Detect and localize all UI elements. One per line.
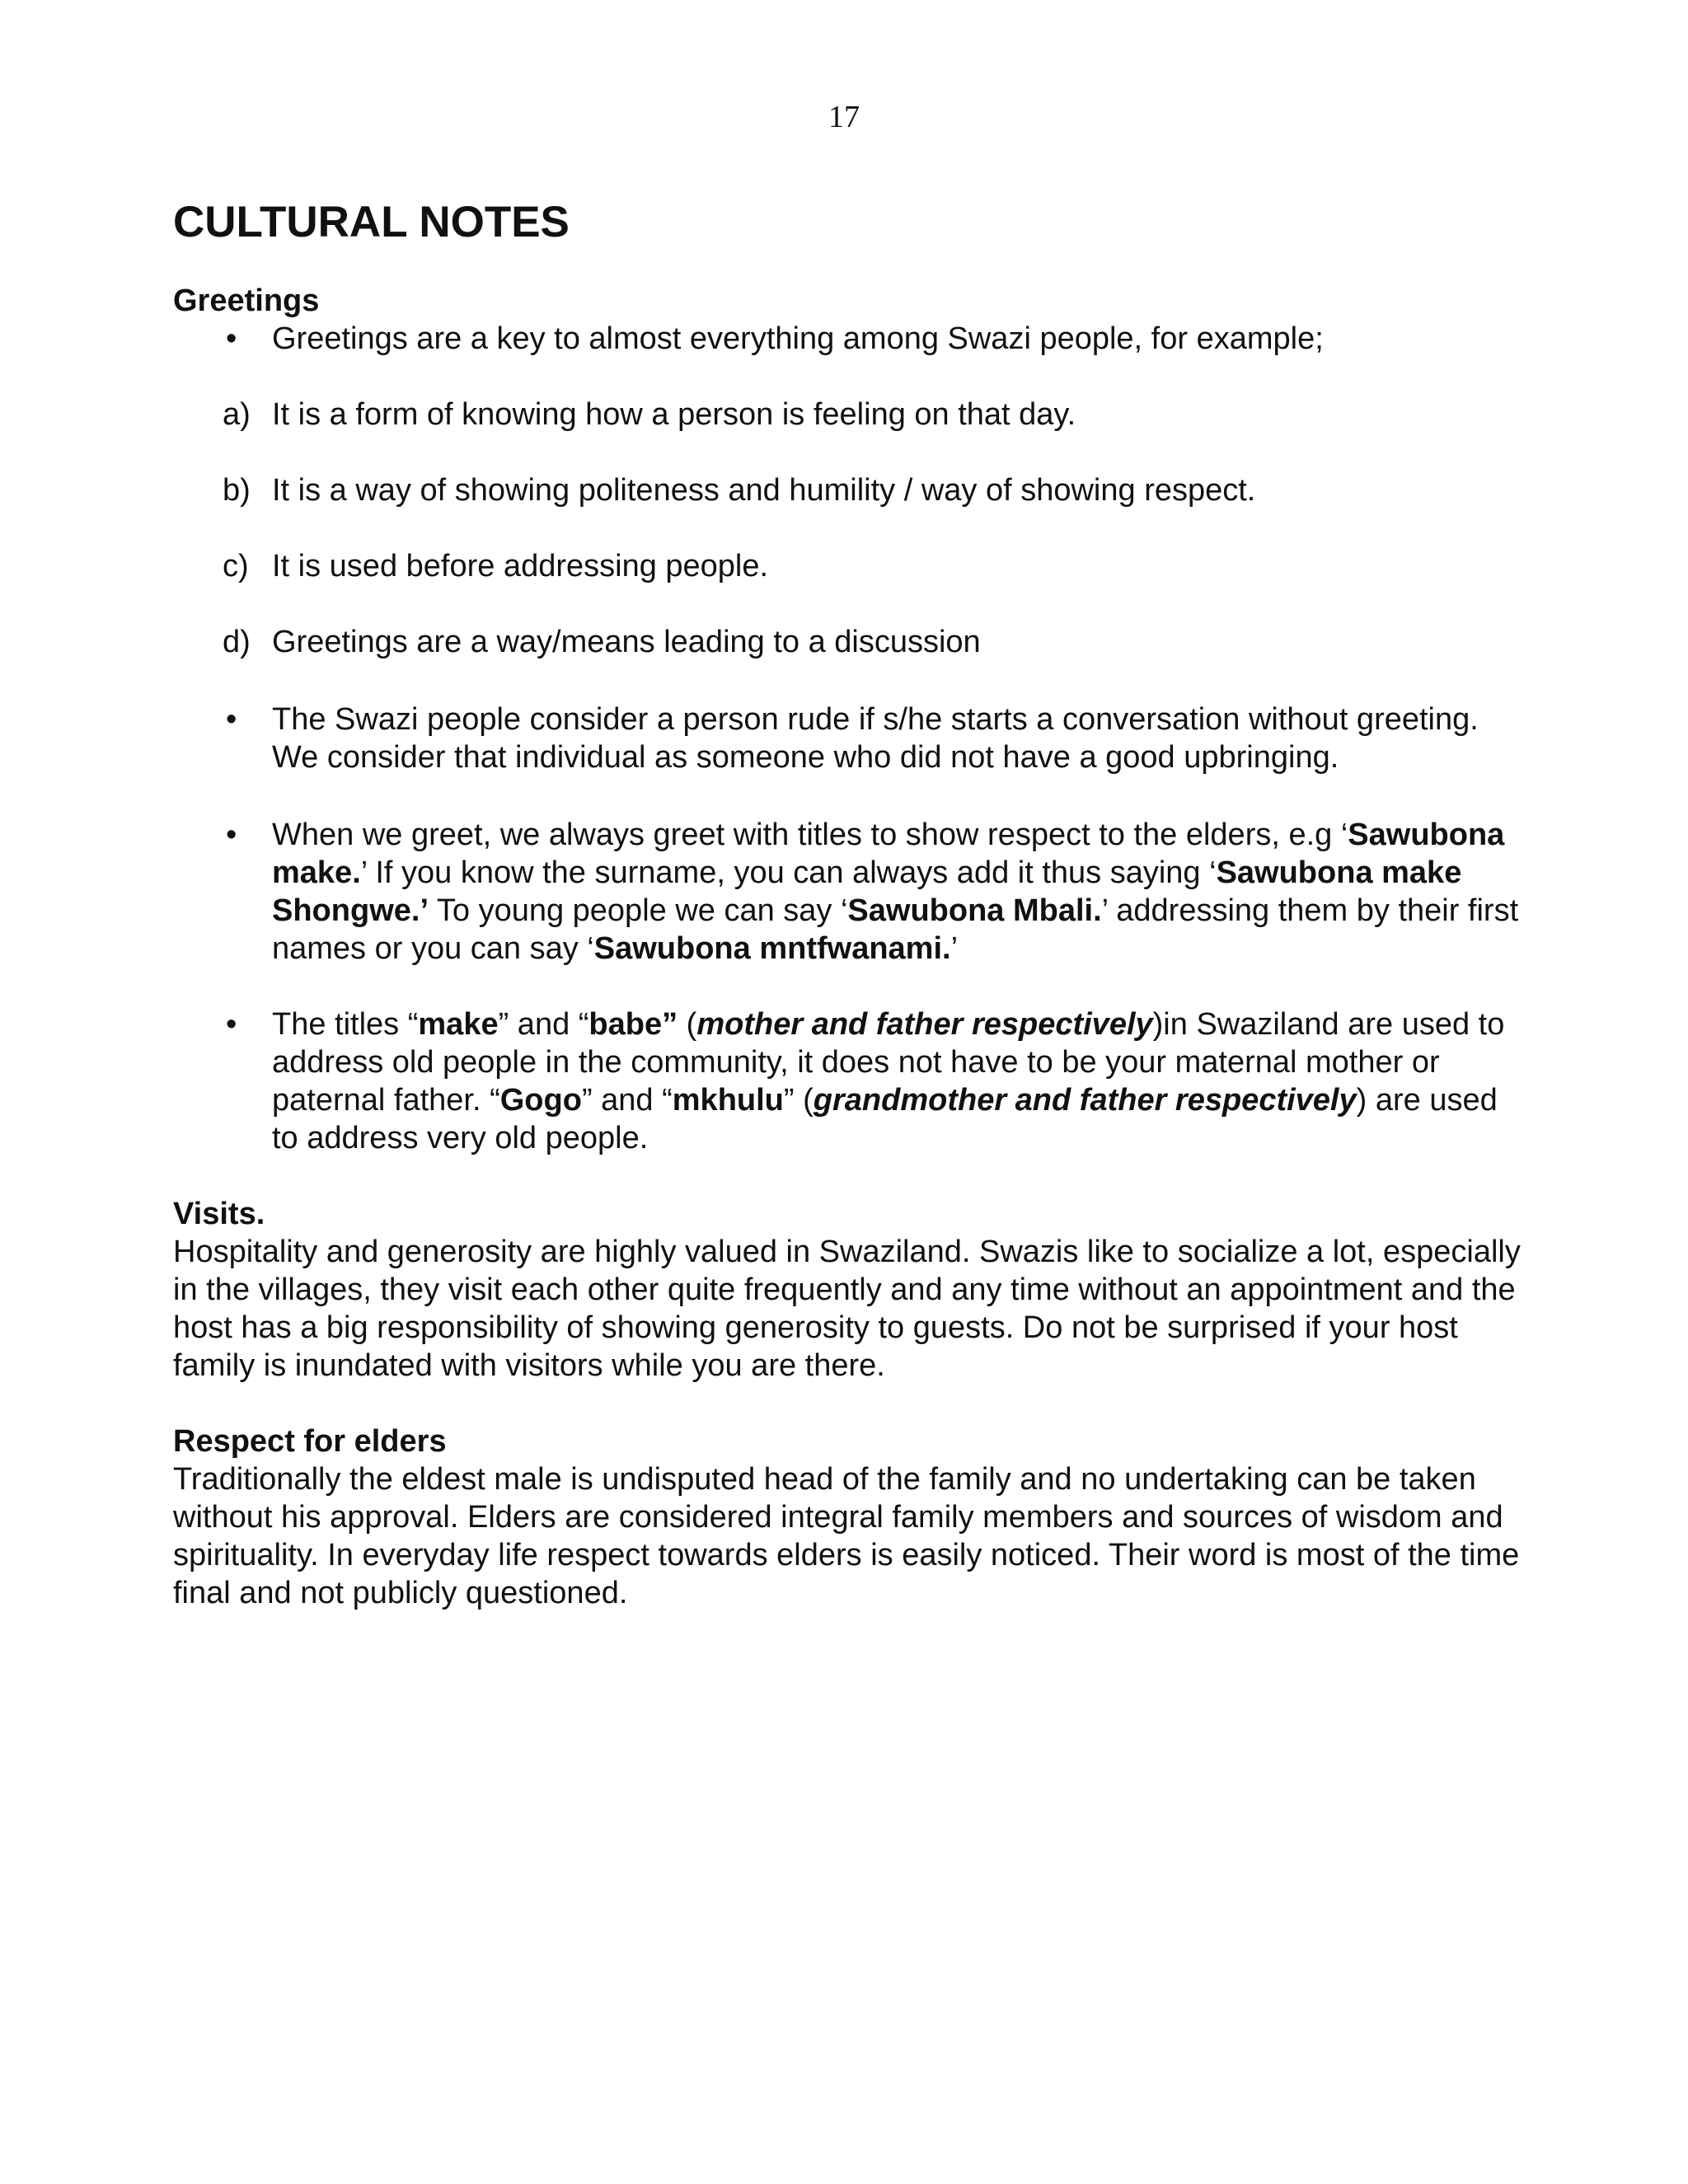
list-item-text: It is used before addressing people. <box>272 549 769 583</box>
elders-heading: Respect for elders <box>173 1424 447 1459</box>
text-run: ’ If you know the surname, you can always add it thus saying ‘ <box>360 855 1217 890</box>
title-term: make <box>418 1007 499 1042</box>
text-run: ” and “ <box>581 1083 673 1118</box>
text-run: To young people we can say ‘ <box>429 893 848 928</box>
text-run: ’ addressing them by their first names or you can say ‘ <box>272 893 1519 966</box>
text-run: ) are used to address very old people. <box>272 1083 1498 1155</box>
bullet-text: Greetings are a key to almost everything among Swazi people, for example; <box>272 321 1324 356</box>
bullet-item-make-babe <box>173 1005 1525 1157</box>
list-item-d <box>173 623 1525 661</box>
list-item-text: It is a way of showing politeness and humility / way of showing respect. <box>272 473 1256 508</box>
text-run: The titles “ <box>272 1007 419 1042</box>
bullet-item-titles <box>173 816 1525 968</box>
list-item-c <box>173 547 1525 585</box>
text-run: )in Swaziland are used to address old people in the community, it does not have to be your maternal mother or paternal father. “ <box>272 1007 1505 1118</box>
list-marker: c) <box>223 549 249 583</box>
term-translation: mother and father respectively <box>696 1007 1153 1042</box>
list-marker: d) <box>223 625 251 659</box>
bullet-icon: • <box>226 702 237 737</box>
greeting-phrase: Sawubona make. <box>272 818 1505 890</box>
bullet-text <box>272 1007 1504 1155</box>
bullet-item-rudeness <box>173 701 1525 776</box>
text-run: ” ( <box>783 1083 814 1118</box>
title-term: Gogo <box>499 1083 582 1118</box>
text-run: ’ <box>950 931 959 966</box>
page-title: CULTURAL NOTES <box>173 198 570 246</box>
list-item-text: Greetings are a way/means leading to a discussion <box>272 625 981 659</box>
bullet-icon: • <box>226 1007 237 1042</box>
greeting-phrase: Sawubona make Shongwe.’ <box>272 855 1462 928</box>
bullet-icon: • <box>226 321 237 356</box>
list-item-text: It is a form of knowing how a person is feeling on that day. <box>272 397 1076 432</box>
list-item-a <box>173 396 1525 434</box>
page-number: 17 <box>828 100 860 134</box>
title-term: babe” <box>588 1007 678 1042</box>
bullet-text: The Swazi people consider a person rude if s/he starts a conversation without greeting. We consider that individual as someone who did not have a good upbringing. <box>272 702 1479 775</box>
visits-heading: Visits. <box>173 1197 265 1231</box>
list-marker: a) <box>223 397 251 432</box>
text-run: ” and “ <box>498 1007 589 1042</box>
text-run: ( <box>678 1007 697 1042</box>
greetings-heading: Greetings <box>173 284 320 318</box>
list-item-b <box>173 471 1525 509</box>
greeting-phrase: Sawubona mntfwanami. <box>593 931 951 966</box>
greeting-phrase: Sawubona Mbali. <box>847 893 1102 928</box>
bullet-icon: • <box>226 818 237 852</box>
page-content <box>173 196 1525 1612</box>
list-marker: b) <box>223 473 251 508</box>
term-translation: grandmother and father respectively <box>813 1083 1357 1118</box>
title-term: mkhulu <box>672 1083 784 1118</box>
bullet-item-greetings-intro <box>173 320 1525 358</box>
bullet-text <box>272 818 1518 966</box>
text-run: When we greet, we always greet with titles to show respect to the elders, e.g ‘ <box>272 818 1348 852</box>
visits-paragraph: Hospitality and generosity are highly valued in Swaziland. Swazis like to socialize a lot, especially in the villages, they visit each other quite frequently and any time without an appointment and the host has a big responsibility of showing generosity to guests. Do not be surprised if your host family is inundated with visitors while you are there. <box>173 1235 1521 1383</box>
elders-paragraph: Traditionally the eldest male is undisputed head of the family and no undertaking can be taken without his approval. Elders are considered integral family members and sources of wisdom and spirituality. In everyday life respect towards elders is easily noticed. Their word is most of the time final and not publicly questioned. <box>173 1462 1520 1610</box>
